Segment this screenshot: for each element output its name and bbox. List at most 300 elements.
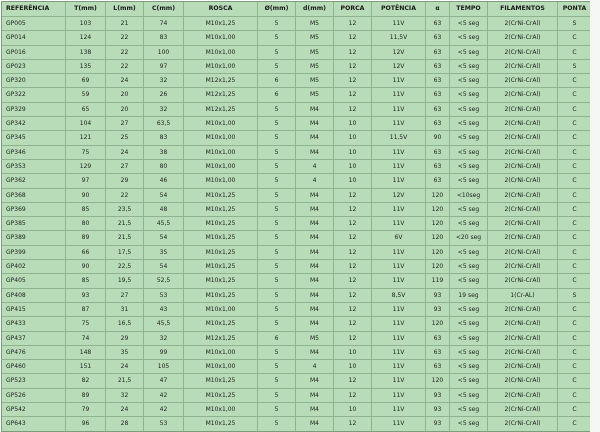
table-cell: 5 xyxy=(258,17,296,31)
table-cell: 21 xyxy=(106,17,144,31)
table-cell: 53 xyxy=(144,289,184,303)
table-cell: S xyxy=(558,17,591,31)
table-row xyxy=(2,374,591,388)
column-header: C(mm) xyxy=(144,2,184,17)
table-cell: 2(CrNi-CrAl) xyxy=(488,332,558,346)
reference-cell: GP643 xyxy=(2,417,66,430)
table-cell: 4 xyxy=(296,360,334,374)
table-cell: M4 xyxy=(296,417,334,430)
table-cell: 2(CrNi-CrAl) xyxy=(488,231,558,245)
table-cell: C xyxy=(558,146,591,160)
table-cell: <5 seg xyxy=(450,146,488,160)
table-cell: 17,5 xyxy=(106,246,144,260)
table-cell: 10 xyxy=(334,160,372,174)
table-cell: 93 xyxy=(426,403,450,417)
table-cell: 11V xyxy=(372,274,426,288)
table-cell: 96 xyxy=(66,417,106,430)
table-cell: 38 xyxy=(144,146,184,160)
table-cell: 47 xyxy=(144,374,184,388)
table-cell: 11V xyxy=(372,317,426,331)
table-row xyxy=(2,117,591,131)
table-cell: 20 xyxy=(106,88,144,102)
table-cell: 5 xyxy=(258,217,296,231)
table-cell: C xyxy=(558,217,591,231)
table-cell: 5 xyxy=(258,131,296,145)
table-cell: 10 xyxy=(334,360,372,374)
table-cell: 52,5 xyxy=(144,274,184,288)
table-cell: M10x1,25 xyxy=(184,17,258,31)
table-cell: 25 xyxy=(106,131,144,145)
table-cell: 12 xyxy=(334,203,372,217)
table-cell: <5 seg xyxy=(450,374,488,388)
table-cell: 5 xyxy=(258,117,296,131)
table-cell: 74 xyxy=(144,17,184,31)
table-cell: C xyxy=(558,389,591,403)
table-cell: <5 seg xyxy=(450,389,488,403)
table-cell: 12 xyxy=(334,303,372,317)
table-cell: M12x1,25 xyxy=(184,332,258,346)
table-cell: 10 xyxy=(334,117,372,131)
table-cell: 63 xyxy=(426,46,450,60)
table-cell: 12 xyxy=(334,31,372,45)
table-cell: 97 xyxy=(66,174,106,188)
table-cell: 11V xyxy=(372,17,426,31)
table-cell: 4 xyxy=(296,174,334,188)
table-cell: 4 xyxy=(296,160,334,174)
table-cell: 5 xyxy=(258,303,296,317)
table-cell: 11V xyxy=(372,303,426,317)
table-cell: 11V xyxy=(372,174,426,188)
table-cell: 63,5 xyxy=(144,117,184,131)
table-cell: 63 xyxy=(426,174,450,188)
table-cell: C xyxy=(558,231,591,245)
reference-cell: GP523 xyxy=(2,374,66,388)
table-cell: 21,5 xyxy=(106,217,144,231)
table-cell: 11V xyxy=(372,74,426,88)
table-cell: 93 xyxy=(426,389,450,403)
table-cell: 19 seg xyxy=(450,289,488,303)
table-cell: 11V xyxy=(372,88,426,102)
table-cell: 12 xyxy=(334,17,372,31)
table-cell: <5 seg xyxy=(450,403,488,417)
table-cell: C xyxy=(558,103,591,117)
table-cell: M12x1,25 xyxy=(184,103,258,117)
table-cell: 5 xyxy=(258,289,296,303)
table-cell: 59 xyxy=(66,88,106,102)
reference-cell: GP353 xyxy=(2,160,66,174)
reference-cell: GP016 xyxy=(2,46,66,60)
table-cell: 1(Cr-AL) xyxy=(488,289,558,303)
reference-cell: GP329 xyxy=(2,103,66,117)
table-cell: M10x1,00 xyxy=(184,303,258,317)
table-cell: 12V xyxy=(372,60,426,74)
table-cell: <5 seg xyxy=(450,160,488,174)
table-row xyxy=(2,203,591,217)
table-cell: M4 xyxy=(296,260,334,274)
page-edge xyxy=(590,0,600,432)
table-cell: 16,5 xyxy=(106,317,144,331)
table-cell: M5 xyxy=(296,31,334,45)
table-cell: 89 xyxy=(66,389,106,403)
table-cell: M4 xyxy=(296,217,334,231)
table-row xyxy=(2,274,591,288)
table-cell: C xyxy=(558,203,591,217)
table-cell: <5 seg xyxy=(450,246,488,260)
table-cell: 2(CrNi-CrAl) xyxy=(488,160,558,174)
reference-cell: GP476 xyxy=(2,346,66,360)
table-cell: 27 xyxy=(106,117,144,131)
table-cell: 12 xyxy=(334,260,372,274)
table-cell: C xyxy=(558,88,591,102)
table-row xyxy=(2,174,591,188)
table-cell: <5 seg xyxy=(450,60,488,74)
table-cell: 11V xyxy=(372,103,426,117)
table-cell: 63 xyxy=(426,117,450,131)
table-cell: C xyxy=(558,160,591,174)
table-cell: 24 xyxy=(106,74,144,88)
table-cell: 63 xyxy=(426,346,450,360)
table-cell: M4 xyxy=(296,246,334,260)
reference-cell: GP346 xyxy=(2,146,66,160)
table-cell: <20 seg xyxy=(450,231,488,245)
table-cell: M10x1,25 xyxy=(184,203,258,217)
table-cell: 5 xyxy=(258,46,296,60)
table-cell: 2(CrNi-CrAl) xyxy=(488,174,558,188)
table-cell: M10x1,00 xyxy=(184,46,258,60)
reference-cell: GP385 xyxy=(2,217,66,231)
table-cell: 10 xyxy=(334,346,372,360)
table-cell: 11V xyxy=(372,417,426,430)
column-header: POTÊNCIA xyxy=(372,2,426,17)
reference-cell: GP460 xyxy=(2,360,66,374)
table-cell: <5 seg xyxy=(450,174,488,188)
table-cell: 66 xyxy=(66,246,106,260)
table-cell: 12 xyxy=(334,317,372,331)
table-cell: 29 xyxy=(106,174,144,188)
table-cell: 11,5V xyxy=(372,31,426,45)
table-cell: 46 xyxy=(144,174,184,188)
table-cell: 12 xyxy=(334,246,372,260)
table-cell: <5 seg xyxy=(450,274,488,288)
table-cell: 63 xyxy=(426,74,450,88)
table-cell: 12V xyxy=(372,189,426,203)
table-cell: M4 xyxy=(296,117,334,131)
table-cell: 5 xyxy=(258,31,296,45)
table-cell: 32 xyxy=(106,389,144,403)
table-cell: 12 xyxy=(334,74,372,88)
reference-cell: GP437 xyxy=(2,332,66,346)
table-cell: 12 xyxy=(334,274,372,288)
reference-cell: GP415 xyxy=(2,303,66,317)
table-cell: M10x1,00 xyxy=(184,146,258,160)
table-cell: 28 xyxy=(106,417,144,430)
table-cell: 74 xyxy=(66,332,106,346)
table-cell: 5 xyxy=(258,374,296,388)
table-cell: 42 xyxy=(144,403,184,417)
table-cell: 83 xyxy=(144,131,184,145)
column-header: PORCA xyxy=(334,2,372,17)
table-cell: 11V xyxy=(372,389,426,403)
reference-cell: GP542 xyxy=(2,403,66,417)
table-cell: 63 xyxy=(426,332,450,346)
table-row xyxy=(2,246,591,260)
table-cell: S xyxy=(558,60,591,74)
table-cell: 90 xyxy=(66,260,106,274)
table-cell: 100 xyxy=(144,46,184,60)
table-cell: M12x1,25 xyxy=(184,88,258,102)
table-cell: 11V xyxy=(372,360,426,374)
table-cell: 93 xyxy=(426,289,450,303)
table-cell: 10 xyxy=(334,131,372,145)
reference-cell: GP433 xyxy=(2,317,66,331)
table-cell: 12 xyxy=(334,417,372,430)
table-cell: 12 xyxy=(334,389,372,403)
table-cell: M12x1,25 xyxy=(184,74,258,88)
table-cell: 11V xyxy=(372,203,426,217)
table-cell: M4 xyxy=(296,189,334,203)
table-cell: 23,5 xyxy=(106,203,144,217)
reference-cell: GP023 xyxy=(2,60,66,74)
table-cell: <5 seg xyxy=(450,117,488,131)
table-cell: 43 xyxy=(144,303,184,317)
table-cell: 129 xyxy=(66,160,106,174)
table-cell: 48 xyxy=(144,203,184,217)
column-header: L(mm) xyxy=(106,2,144,17)
table-cell: <5 seg xyxy=(450,317,488,331)
table-cell: 11,5V xyxy=(372,131,426,145)
table-cell: 35 xyxy=(106,346,144,360)
table-cell: C xyxy=(558,332,591,346)
table-cell: M10x1,25 xyxy=(184,260,258,274)
table-cell: 11V xyxy=(372,217,426,231)
table-row xyxy=(2,231,591,245)
table-cell: M10x1,00 xyxy=(184,360,258,374)
table-cell: C xyxy=(572,420,577,428)
table-row xyxy=(2,317,591,331)
table-row xyxy=(2,31,591,45)
table-cell: 5 xyxy=(258,231,296,245)
table-cell: 22 xyxy=(106,60,144,74)
table-cell: 99 xyxy=(144,346,184,360)
table-cell: 42 xyxy=(144,389,184,403)
table-row xyxy=(2,60,591,74)
table-cell: 12V xyxy=(372,46,426,60)
table-cell: 12 xyxy=(334,374,372,388)
table-cell: M10x1,00 xyxy=(184,174,258,188)
table-cell: 32 xyxy=(144,74,184,88)
table-cell: 45,5 xyxy=(144,317,184,331)
reference-cell: GP014 xyxy=(2,31,66,45)
table-cell: M5 xyxy=(296,332,334,346)
table-cell: 63 xyxy=(426,60,450,74)
table-cell: 2(CrNi-CrAl) xyxy=(488,17,558,31)
table-cell: 2(CrNi-CrAl) xyxy=(488,203,558,217)
table-cell: C xyxy=(558,174,591,188)
table-cell: M10x1,25 xyxy=(184,317,258,331)
reference-cell: GP342 xyxy=(2,117,66,131)
table-row xyxy=(2,332,591,346)
table-cell: 120 xyxy=(426,260,450,274)
column-header: REFERÊNCIA xyxy=(2,2,66,17)
table-cell: 5 xyxy=(258,417,296,430)
table-cell: 120 xyxy=(426,317,450,331)
table-cell: 80 xyxy=(144,160,184,174)
table-cell: M10x1,25 xyxy=(184,246,258,260)
table-cell: 54 xyxy=(144,260,184,274)
table-cell: 2(CrNi-CrAl) xyxy=(488,146,558,160)
table-cell: 5 xyxy=(258,160,296,174)
reference-cell: GP408 xyxy=(2,289,66,303)
table-cell: <5 seg xyxy=(450,303,488,317)
table-cell: 120 xyxy=(426,231,450,245)
table-cell: C xyxy=(558,360,591,374)
column-header: α xyxy=(426,2,450,17)
table-row xyxy=(2,346,591,360)
table-cell: M10x1,00 xyxy=(184,160,258,174)
table-cell: 93 xyxy=(66,289,106,303)
table-cell: <5 seg xyxy=(450,260,488,274)
table-cell: 135 xyxy=(66,60,106,74)
table-cell: C xyxy=(558,131,591,145)
table-cell: 24 xyxy=(106,146,144,160)
table-cell: 6 xyxy=(258,74,296,88)
table-cell: <10seg xyxy=(450,189,488,203)
table-row xyxy=(2,46,591,60)
table-cell: 8,5V xyxy=(372,289,426,303)
table-cell: M4 xyxy=(296,146,334,160)
table-cell: 32 xyxy=(144,332,184,346)
table-cell: 2(CrNi-CrAl) xyxy=(488,46,558,60)
table-cell: 11V xyxy=(372,160,426,174)
table-cell: 90 xyxy=(66,189,106,203)
table-cell: 11V xyxy=(372,403,426,417)
table-cell: 75 xyxy=(66,317,106,331)
table-row xyxy=(2,17,591,31)
table-cell: 12 xyxy=(334,60,372,74)
table-cell: 105 xyxy=(144,360,184,374)
table-cell: 63 xyxy=(426,146,450,160)
table-cell: 5 xyxy=(258,146,296,160)
table-cell: 35 xyxy=(144,246,184,260)
table-cell: M10x1,25 xyxy=(184,217,258,231)
reference-cell: GP405 xyxy=(2,274,66,288)
table-cell: M10x1,00 xyxy=(184,131,258,145)
table-cell: 87 xyxy=(66,303,106,317)
reference-cell: GP389 xyxy=(2,231,66,245)
table-cell: 27 xyxy=(106,289,144,303)
table-cell: 12 xyxy=(334,103,372,117)
table-cell: 63 xyxy=(426,88,450,102)
table-cell: 5 xyxy=(258,346,296,360)
table-body xyxy=(2,17,591,431)
table-cell: M5 xyxy=(296,46,334,60)
table-cell: 63 xyxy=(426,103,450,117)
table-cell: <5 seg xyxy=(450,88,488,102)
table-cell: M4 xyxy=(296,317,334,331)
table-cell: S xyxy=(558,289,591,303)
table-cell: M4 xyxy=(296,274,334,288)
glow-plug-spec-table xyxy=(1,1,592,432)
table-cell: C xyxy=(558,46,591,60)
table-row xyxy=(2,131,591,145)
table-cell: 82 xyxy=(66,374,106,388)
table-row xyxy=(2,289,591,303)
table-cell: 2(CrNi-CrAl) xyxy=(488,117,558,131)
table-cell: C xyxy=(558,346,591,360)
table-cell: <5 seg xyxy=(450,203,488,217)
table-row xyxy=(2,160,591,174)
table-cell: 120 xyxy=(426,203,450,217)
table-cell: 12 xyxy=(334,332,372,346)
table-cell: 103 xyxy=(66,17,106,31)
table-cell: 2(CrNi-CrAl) xyxy=(488,389,558,403)
table-cell: 12 xyxy=(334,88,372,102)
reference-cell: GP345 xyxy=(2,131,66,145)
table-cell: 151 xyxy=(66,360,106,374)
table-cell: M5 xyxy=(296,17,334,31)
table-cell: 120 xyxy=(426,246,450,260)
table-cell: 93 xyxy=(426,303,450,317)
table-cell: 120 xyxy=(426,217,450,231)
table-cell: <5 seg xyxy=(450,131,488,145)
table-cell: M10x1,00 xyxy=(184,31,258,45)
table-cell: 2(CrNi-CrAl) xyxy=(488,274,558,288)
table-cell: M4 xyxy=(296,103,334,117)
column-header: d(mm) xyxy=(296,2,334,17)
table-cell: M4 xyxy=(296,346,334,360)
table-cell: 26 xyxy=(144,88,184,102)
table-cell: <5 seg xyxy=(450,46,488,60)
reference-cell: GP369 xyxy=(2,203,66,217)
table-cell: 11V xyxy=(372,374,426,388)
table-row xyxy=(2,417,591,430)
table-cell: 24 xyxy=(106,403,144,417)
table-cell: 5 xyxy=(258,246,296,260)
table-row xyxy=(2,360,591,374)
table-cell: 69 xyxy=(66,74,106,88)
table-row xyxy=(2,74,591,88)
table-cell: M10x1,25 xyxy=(184,417,258,430)
table-cell: 11V xyxy=(372,260,426,274)
table-row xyxy=(2,103,591,117)
table-cell: 21,5 xyxy=(106,231,144,245)
table-cell: <5 seg xyxy=(450,332,488,346)
table-cell: 11V xyxy=(372,246,426,260)
table-cell: M4 xyxy=(296,231,334,245)
table-cell: M4 xyxy=(296,303,334,317)
reference-cell: GP399 xyxy=(2,246,66,260)
table-cell: 80 xyxy=(66,217,106,231)
reference-cell: GP322 xyxy=(2,88,66,102)
table-cell: <5 seg xyxy=(450,31,488,45)
table-cell: 2(CrNi-CrAl) xyxy=(488,317,558,331)
table-cell: <5 seg xyxy=(450,346,488,360)
table-cell: 54 xyxy=(144,231,184,245)
table-cell: 85 xyxy=(66,274,106,288)
reference-cell: GP402 xyxy=(2,260,66,274)
table-cell: M4 xyxy=(296,203,334,217)
table-cell: M5 xyxy=(296,60,334,74)
table-cell: 104 xyxy=(66,117,106,131)
table-cell: 22,5 xyxy=(106,260,144,274)
table-cell: C xyxy=(558,303,591,317)
column-header: PONTA xyxy=(558,2,591,17)
table-cell: 20 xyxy=(106,103,144,117)
table-cell: 65 xyxy=(66,103,106,117)
table-cell: 5 xyxy=(258,389,296,403)
table-cell: 2(CrNi-CrAl) xyxy=(488,246,558,260)
table-cell: 12 xyxy=(334,289,372,303)
